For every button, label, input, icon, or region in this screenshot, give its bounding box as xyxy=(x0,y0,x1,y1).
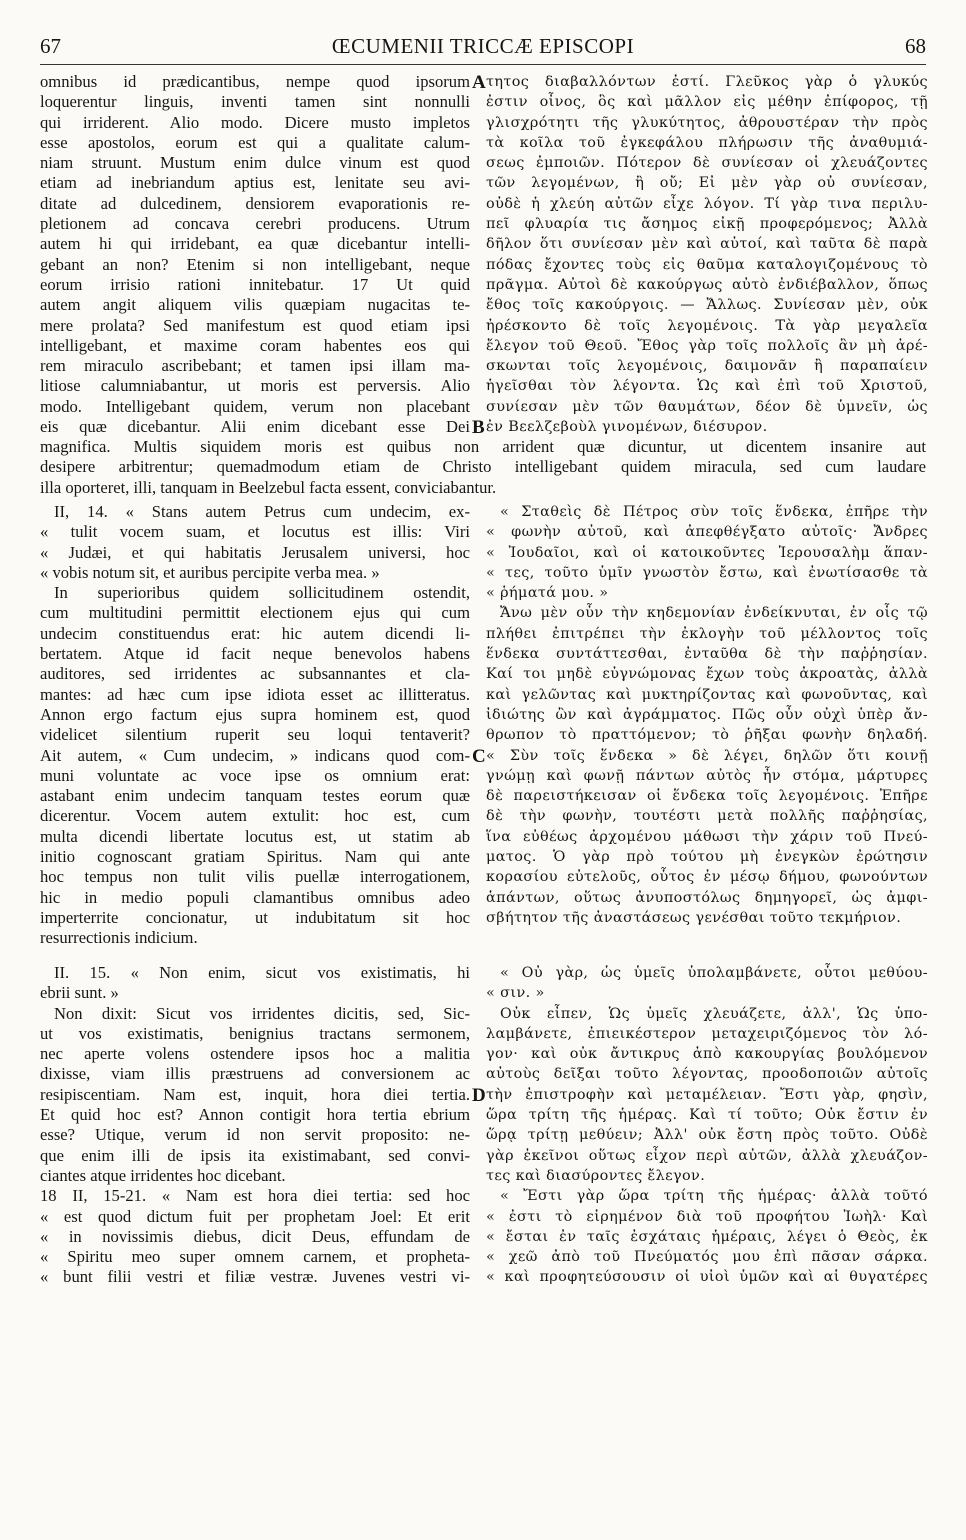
section-marker-a: A xyxy=(472,72,486,93)
text-line: Καί τοι μηδὲ εὐγνώμονας ἔχων τοὺς ἀκροατὰς, ἀλλὰ xyxy=(486,666,928,683)
text-line: dicerentur. Vocem autem extulit: hoc est, cum xyxy=(40,806,470,826)
text-line: Annon ergo factum ejus supra hominem est, quod xyxy=(40,704,470,724)
latin-column-block-3 xyxy=(40,963,470,1288)
text-line: « Οὐ γὰρ, ὡς ὑμεῖς ὑπολαμβάνετε, οὗτοι μεθύου- xyxy=(500,965,928,981)
text-line: pletionem ad concava cerebri producens. Utrum xyxy=(40,214,470,234)
text-line: II, 14. « Stans autem Petrus cum undecim, ex- xyxy=(54,502,470,521)
text-line: litiose calumniabantur, ut moris est perversis. Alio xyxy=(40,376,470,396)
text-line: « Ἰουδαῖοι, καὶ οἱ κατοικοῦντες Ἱερουσαλὴμ ἅπαν- xyxy=(486,544,928,561)
text-line: ἡγεῖσθαι τὸν λέγοντα. Ὡς καὶ ἐπὶ τοῦ Χριστοῦ, xyxy=(486,378,928,395)
text-line: « tulit vocem suam, et locutus est illis: Viri xyxy=(40,522,470,542)
latin-column-block-2 xyxy=(40,502,470,949)
text-line: undecim constituendus erat: hic autem dicendi li- xyxy=(40,623,470,643)
text-line: « in novissimis diebus, dicit Deus, effundam de xyxy=(40,1226,470,1246)
text-line: συνίεσαν μὲν τῶν θαυμάτων, δέον δὲ ὑμνεῖν, ὡς xyxy=(486,398,928,415)
text-line: « ῥήματά μου. » xyxy=(486,585,609,602)
text-line: mere prolata? Sed manifestum est quod etiam ipsi xyxy=(40,315,470,335)
text-line: videlicet silentium ruperit seu loqui tentaverit? xyxy=(40,725,470,745)
text-line: Οὐκ εἶπεν, Ὡς ὑμεῖς χλευάζετε, ἀλλ', Ὡς ὑπο- xyxy=(500,1005,928,1022)
text-line: « χεῶ ἀπὸ τοῦ Πνεύματός μου ἐπὶ πᾶσαν σάρκα. xyxy=(486,1249,928,1266)
text-line: modo. Intelligebant quidem, verum non placebant xyxy=(40,396,470,416)
text-line: κορασίου εὐτελοῦς, οὗτος ἐν μέσῳ δήμου, φωνούντων xyxy=(486,869,928,886)
text-line: omnibus id prædicantibus, nempe quod ipsorum xyxy=(40,72,470,91)
text-line: etiam ad inebriandum aptius est, lenitate seu avi- xyxy=(40,173,470,193)
text-line: ἁπάντων, οὕτως ἀνυποστόλως δημηγορεῖ, ὡς ἀμφι- xyxy=(486,889,928,906)
text-line: eis quæ dicebantur. Alii enim dicebant esse Dei xyxy=(40,417,470,437)
text-line: auditores, sed irridentes ac subsannantes et cla- xyxy=(40,664,470,684)
text-line: resipiscentiam. Nam est, inquit, hora diei tertia. xyxy=(40,1084,470,1104)
text-line: « Spiritu meo super omnem carnem, et propheta- xyxy=(40,1247,470,1267)
text-line: πλήθει ἐπιτρέπει τὴν ἐκλογὴν τοῦ μέλλοντος τοῖς xyxy=(486,625,928,642)
text-line: « est quod dictum fuit per prophetam Joel: Et erit xyxy=(40,1206,470,1226)
text-line: σκωνται τοῖς λεγομένοις, δαιμονᾶν ἢ παραπαίειν xyxy=(486,358,928,375)
text-line: « Σὺν τοῖς ἕνδεκα » δὲ λέγει, δηλῶν ὅτι κοινῇ xyxy=(486,747,928,764)
text-line: astabant enim undecim tanquam testes eorum quæ xyxy=(40,786,470,806)
text-line: « τες, τοῦτο ὑμῖν γνωστὸν ἔστω, καὶ ἐνωτίσασθε τὰ xyxy=(486,564,928,581)
text-line: « σιν. » xyxy=(486,985,545,1002)
text-line: θρωπον τὸ πραττόμενον; τὸ ῥῆξαι φωνὴν δηλαδή. xyxy=(486,727,928,744)
text-line: ditate ad dulcedinem, densiorem evaporationis re- xyxy=(40,193,470,213)
text-line: ἰδιώτης ὢν καὶ ἀγράμματος. Πῶς οὖν οὐχὶ ὑπὲρ ἄν- xyxy=(486,706,928,723)
text-line: « ἔσται ἐν ταῖς ἐσχάταις ἡμέραις, λέγει ὁ Θεὸς, ἐκ xyxy=(486,1228,928,1245)
text-line: « bunt filii vestri et filiæ vestræ. Juvenes vestri vi- xyxy=(40,1267,470,1287)
text-line: αὐτοὺς δεῖξαι τοῦτο λέγοντας, προοδοποιῶν αὐτοῖς xyxy=(486,1066,928,1083)
text-line: καὶ γελῶντας καὶ μυκτηρίζοντας καὶ φωνοῦντας, καὶ xyxy=(486,686,928,703)
text-line: ὥρᾳ τρίτῃ μεθύειν; Ἀλλ' οὐκ ἔστη πρὸς τοῦτο. Οὐδὲ xyxy=(486,1127,928,1144)
text-line: « Ἔστι γὰρ ὥρα τρίτη τῆς ἡμέρας· ἀλλὰ τοῦτό xyxy=(500,1188,928,1205)
text-line: γλισχρότητι τῆς γλυκύτητος, ἀθρουστέραν τὴν πρὸς xyxy=(486,114,928,131)
text-line: dixisse, viam illis præstruens ad conversionem ac xyxy=(40,1064,470,1084)
text-line: σβήτητον τῆς ἀναστάσεως γενέσθαι τοῦτο τεκμήριον. xyxy=(486,909,902,926)
text-line: οὐδὲ ἡ χλεύη αὐτῶν εἶχε λόγον. Τί γὰρ τινα περιλυ- xyxy=(486,195,928,212)
text-line: In superioribus quidem sollicitudinem ostendit, xyxy=(54,583,470,603)
text-line: ἐν Βεελζεβοὺλ γινομένων, διέσυρον. xyxy=(486,419,768,436)
text-line: γὰρ ἐκεῖνοι οὕτως εἶχον περὶ αὐτῶν, ἀλλὰ χλευάζον- xyxy=(486,1147,928,1164)
text-line: hic in medio populi clamantibus omnibus adeo xyxy=(40,887,470,907)
greek-column-block-3 xyxy=(486,963,928,1288)
text-line: ἔλεγον τοῦ Θεοῦ. Ἔθος γὰρ τοῖς πολλοῖς ἂν μὴ ἀρέ- xyxy=(486,337,928,354)
text-line: desipere arbitrentur; quemadmodum etiam de Christo intelligebant quidem miracula, sed cum laudare xyxy=(40,457,926,477)
text-line: illa oporteret, illi, tanquam in Beelzebul facta essent, conviciabantur. xyxy=(40,477,497,497)
text-line: magnifica. Multis siquidem moris est quibus non arrident quæ dicuntur, ut dicentem insanire aut xyxy=(40,437,926,456)
text-line: δὲ τὴν φωνὴν, τουτέστι μετὰ πολλῆς παῤῥησίας, xyxy=(486,808,928,825)
text-line: Ἄνω μὲν οὖν τὴν κηδεμονίαν ἐνδείκνυται, ἐν οἷς τῷ xyxy=(500,605,928,622)
header-rule xyxy=(40,64,926,65)
text-line: muni voluntate ac voce ipse os omnium erat: xyxy=(40,765,470,785)
text-line: qui irriderent. Alio modo. Dicere musto impletos xyxy=(40,112,470,132)
text-line: δὲ παρειστήκεισαν οἱ ἕνδεκα τοῖς λεγομένοις. Ἐπῆρε xyxy=(486,788,928,805)
text-line: cum multitudini permittit electionem ejus qui cum xyxy=(40,603,470,623)
text-line: δῆλον ὅτι συνίεσαν μὲν καὶ αὐτοί, καὶ ταῦτα δὲ παρὰ xyxy=(486,236,928,253)
text-line: « Σταθεὶς δὲ Πέτρος σὺν τοῖς ἕνδεκα, ἐπῆρε τὴν xyxy=(500,504,928,520)
text-line: multa dicendi libertate locutus est, ut statim ab xyxy=(40,826,470,846)
text-line: « Judæi, et qui habitatis Jerusalem universi, hoc xyxy=(40,542,470,562)
text-line: Et quid hoc est? Annon contigit hora tertia ebrium xyxy=(40,1105,470,1125)
text-line: τὴν ἐπιστροφὴν καὶ μεταμέλειαν. Ἔστι γὰρ, φησὶν, xyxy=(486,1086,928,1103)
text-line: loquerentur linguis, inventi tamen sint nonnulli xyxy=(40,92,470,112)
text-line: que enim illi de ipsis ita existimabant, sed convi- xyxy=(40,1145,470,1165)
text-line: 18 II, 15-21. « Nam est hora diei tertia: sed hoc xyxy=(40,1186,470,1206)
text-line: Ait autem, « Cum undecim, » indicans quod com- xyxy=(40,745,470,765)
page-header xyxy=(40,34,926,62)
text-line: γον· καὶ οὐκ ἄντικρυς ἀπὸ κακουργίας βουλόμενον xyxy=(486,1046,928,1063)
text-line: resurrectionis indicium. xyxy=(40,928,198,948)
latin-column-block-1 xyxy=(40,72,470,437)
text-line: intelligebant, et maxime coram habentes eos qui xyxy=(40,335,470,355)
text-line: ἵνα εὐθέως ἀρχομένου μάθωσι τὴν χάριν τοῦ Πνεύ- xyxy=(486,828,928,845)
section-marker-b: B xyxy=(472,417,485,438)
text-line: niam struunt. Mustum enim dulce vinum est quod xyxy=(40,153,470,173)
text-line: ματος. Ὁ γὰρ πρὸ τούτου μὴ ἐνεγκὼν ἐρώτησιν xyxy=(486,849,928,866)
text-line: ciantes atque irridentes hoc dicebant. xyxy=(40,1165,286,1185)
page-number-right: 68 xyxy=(905,34,926,58)
text-line: « φωνὴν αὐτοῦ, καὶ ἀπεφθέγξατο αὐτοῖς· Ἄνδρες xyxy=(486,524,928,541)
text-line: τὰ κοῖλα τοῦ ἐγκεφάλου πλήρωσιν τῆς ἀναθυμιά- xyxy=(486,134,928,151)
text-line: πεῖ φλυαρία τις ἄσημος εἰκῇ προφερόμενος; Ἀλλὰ xyxy=(486,216,928,233)
text-line: autem hi qui irridebant, ea quæ dicebantur intelli- xyxy=(40,234,470,254)
text-line: ut vos existimatis, benignius tractans sermonem, xyxy=(40,1023,470,1043)
full-width-latin-paragraph xyxy=(40,437,926,498)
text-line: rem miraculo ascribebant; et tamen ipsi illam ma- xyxy=(40,356,470,376)
text-line: autem angit aliquem vilis quæpiam nugacitas te- xyxy=(40,295,470,315)
text-line: gebant an non? Etenim si non intelligebant, neque xyxy=(40,254,470,274)
text-line: ἠρέσκοντο δὲ τοῖς λεγομένοις. Τὰ γὰρ μεγαλεῖα xyxy=(486,317,928,334)
text-line: hoc tempus non tulit vilis puellæ interrogationem, xyxy=(40,867,470,887)
text-line: mantes: ad hæc cum ipse idiota esset ac illitteratus. xyxy=(40,684,470,704)
text-line: « vobis notum sit, et auribus percipite verba mea. » xyxy=(40,562,380,582)
section-marker-c: C xyxy=(472,746,486,767)
text-line: πόδας ἔχοντες τοὺς εἰς θαῦμα καταλογιζομένους τὸ xyxy=(486,256,928,273)
text-line: τῶν λεγομένων, ἢ οὔ; Εἰ μὲν γὰρ οὐ συνίεσαν, xyxy=(486,175,928,192)
text-line: initio cognoscant gratiam Spiritus. Nam qui ante xyxy=(40,847,470,867)
running-title: ŒCUMENII TRICCÆ EPISCOPI xyxy=(331,34,635,58)
text-line: II. 15. « Non enim, sicut vos existimatis, hi xyxy=(54,963,470,982)
text-line: eorum irrisio rationi innitebatur. 17 Ut quid xyxy=(40,274,470,294)
text-line: nec aperte volens ostendere ipsos hoc a malitia xyxy=(40,1044,470,1064)
text-line: γνώμῃ καὶ φωνῇ πάντων αὐτὸς ἦν στόμα, μάρτυρες xyxy=(486,767,928,784)
section-marker-d: D xyxy=(472,1085,486,1106)
text-line: esse apostolos, eorum est qui a qualitate calum- xyxy=(40,132,470,152)
text-line: esse? Utique, verum id non servit proposito: ne- xyxy=(40,1125,470,1145)
text-line: bertatem. Atque id facit neque benevolos habens xyxy=(40,644,470,664)
text-line: ἔθος τοῖς κακούργοις. — Ἄλλως. Συνίεσαν μὲν, οὐκ xyxy=(486,297,928,314)
greek-column-block-2 xyxy=(486,502,928,928)
text-line: ἐστιν οἶνος, ὃς καὶ μᾶλλον εἰς μέθην ἐπίφορος, τῇ xyxy=(486,94,928,111)
text-line: τες καὶ διασύροντες ἔλεγον. xyxy=(486,1167,706,1184)
text-line: Non dixit: Sicut vos irridentes dicitis, sed, Sic- xyxy=(54,1003,470,1023)
text-line: πρᾶγμα. Αὐτοὶ δὲ κακούργως αὐτὸ ἐνδιέβαλλον, ὅπως xyxy=(486,276,928,293)
text-line: imperterrite concionatur, ut indubitatum sit hoc xyxy=(40,907,470,927)
text-line: ὥρα τρίτη τῆς ἡμέρας. Καὶ τί τοῦτο; Οὐκ ἔστιν ἐν xyxy=(486,1107,928,1124)
greek-column-block-1 xyxy=(486,72,928,437)
text-line: λαμβάνετε, ἐπιεικέστερον μεταχειριζόμενος τὸν λό- xyxy=(486,1025,928,1042)
text-line: ebrii sunt. » xyxy=(40,983,119,1003)
text-line: σεως ἐμποιῶν. Πότερον δὲ συνίεσαν οἱ χλευάζοντες xyxy=(486,155,928,172)
text-line: « ἐστι τὸ εἰρημένον διὰ τοῦ προφήτου Ἰωὴλ· Καὶ xyxy=(486,1208,928,1225)
text-line: « καὶ προφητεύσουσιν οἱ υἱοὶ ὑμῶν καὶ αἱ θυγατέρες xyxy=(486,1269,928,1286)
text-line: ἕνδεκα συντάττεσθαι, ἐνταῦθα δὲ τὴν παῤῥησίαν. xyxy=(486,646,928,663)
page-number-left: 67 xyxy=(40,34,61,58)
text-line: τητος διαβαλλόντων ἐστί. Γλεῦκος γὰρ ὁ γλυκύς xyxy=(486,74,928,90)
